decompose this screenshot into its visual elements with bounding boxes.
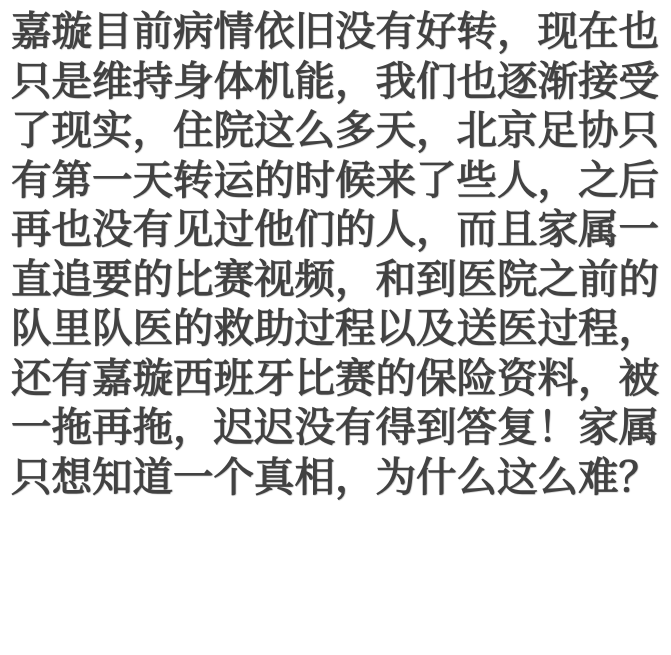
text-line: 了现实，住院这么多天，北京足协只: [11, 107, 659, 153]
text-line: 嘉璇目前病情依旧没有好转，现在也: [11, 8, 659, 54]
text-line: 直追要的比赛视频，和到医院之前的: [11, 255, 659, 302]
text-line: 只想知道一个真相，为什么这么难？: [11, 453, 659, 500]
text-line: 还有嘉璇西班牙比赛的保险资料，被: [11, 354, 659, 401]
text-line: 队里队医的救助过程以及送医过程，: [11, 305, 659, 351]
text-line: 有第一天转运的时候来了些人，之后: [11, 156, 659, 203]
text-line: 再也没有见过他们的人，而且家属一: [11, 206, 659, 252]
text-line: 只是维持身体机能，我们也逐渐接受: [11, 57, 659, 104]
text-line: 一拖再拖，迟迟没有得到答复！家属: [11, 404, 659, 450]
